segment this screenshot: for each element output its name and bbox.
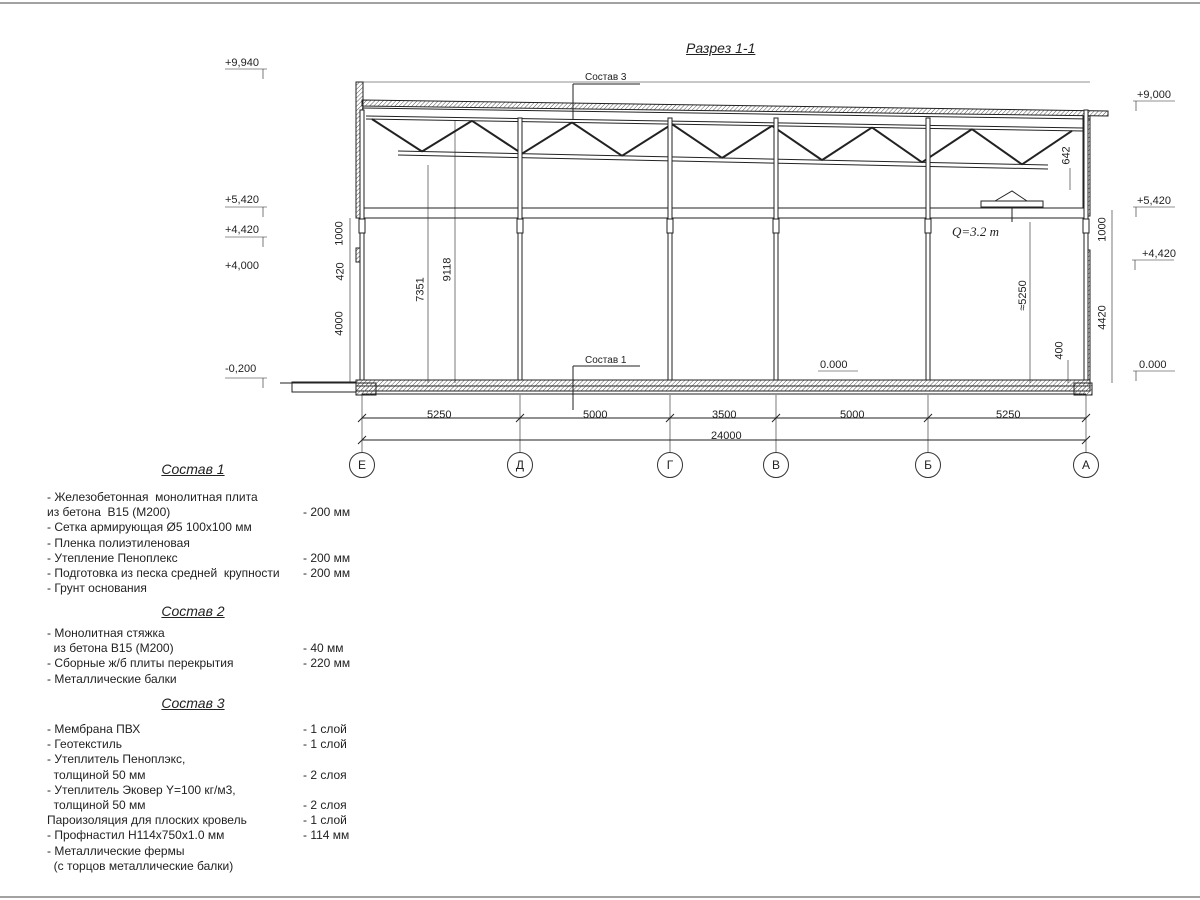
elevation-mark: 0.000 <box>1139 359 1167 371</box>
truss-diagonal <box>972 129 1022 164</box>
dim-label: 4000 <box>333 311 346 336</box>
roof-composition-callout: Состав 3 <box>585 72 627 83</box>
composition-layer: (с торцов металлические балки) <box>47 858 234 873</box>
column <box>926 118 930 380</box>
left-wall-fragment <box>356 248 360 262</box>
dim-label: 4420 <box>1096 305 1109 330</box>
composition-layer: - Утеплитель Эковер Y=100 кг/м3, <box>47 782 236 797</box>
composition-layer-thickness: - 200 мм <box>303 550 351 565</box>
composition-layer: - Подготовка из песка средней крупности <box>47 566 280 580</box>
axis-bubble: Е <box>349 452 375 478</box>
composition-layer-thickness: - 2 слоя <box>303 767 347 782</box>
dim-label: 7351 <box>414 277 427 302</box>
truss-diagonal <box>372 119 422 151</box>
truss-diagonal <box>822 127 872 160</box>
column-bracket <box>925 219 931 233</box>
axis-bubble: Г <box>657 452 683 478</box>
composition-layer: - Сетка армирующая Ø5 100х100 мм <box>47 520 252 535</box>
composition-layer: из бетона В15 (М200) <box>47 505 171 520</box>
foundation-left <box>356 383 376 395</box>
composition-layer: - Геотекстиль <box>47 737 122 752</box>
truss-diagonal <box>722 126 772 158</box>
composition-layer: Пароизоляция для плоских кровель <box>47 813 247 828</box>
floor-slab <box>356 380 1090 386</box>
span-dim: 5250 <box>996 409 1021 421</box>
composition-layer: - Металлические фермы <box>47 843 185 858</box>
span-dim: 3500 <box>712 409 737 421</box>
dim-label: 9118 <box>441 257 454 282</box>
drawing-title: Разрез 1-1 <box>686 40 756 56</box>
dim-label: 1000 <box>1096 217 1109 242</box>
composition-layer: - Мембрана ПВХ <box>47 722 141 736</box>
composition-title: Состав 3 <box>161 695 225 711</box>
dim-label: ≈5250 <box>1016 280 1029 311</box>
foundation-right <box>1074 383 1092 395</box>
building-section <box>225 69 1175 452</box>
elevation-mark: +4,420 <box>225 224 259 236</box>
elevation-mark: +5,420 <box>225 194 259 206</box>
composition-layer: - Профнастил Н114х750х1.0 мм <box>47 828 225 843</box>
column-bracket <box>517 219 523 233</box>
truss-diagonal <box>472 121 522 154</box>
dim-label: 642 <box>1060 146 1073 165</box>
column <box>668 118 672 380</box>
truss-diagonal <box>422 121 472 152</box>
elevation-mark: +4,000 <box>225 260 259 272</box>
composition-layer-thickness: - 220 мм <box>303 656 351 671</box>
axis-bubble: А <box>1073 452 1099 478</box>
composition-layer: - Сборные ж/б плиты перекрытия <box>47 656 234 671</box>
truss-diagonal <box>622 124 672 156</box>
truss-diagonal <box>522 122 572 153</box>
composition-layer: - Грунт основания <box>47 581 147 596</box>
composition-layer-thickness: - 114 мм <box>303 828 350 843</box>
composition-layer-thickness: - 200 мм <box>303 505 351 520</box>
truss-diagonal <box>572 122 622 155</box>
column <box>360 110 364 380</box>
elevation-mark: -0,200 <box>225 363 257 375</box>
column <box>1084 110 1088 380</box>
column-bracket <box>359 219 365 233</box>
axis-bubble: Б <box>915 452 941 478</box>
column-bracket <box>773 219 779 233</box>
floor-composition-callout: Состав 1 <box>585 355 627 366</box>
floor-insulation <box>356 386 1090 391</box>
column <box>774 118 778 380</box>
elevation-mark: +5,420 <box>1137 195 1171 207</box>
column-bracket <box>1083 219 1089 233</box>
span-dim: 5000 <box>840 409 865 421</box>
dim-label: 400 <box>1053 341 1066 360</box>
composition-layer-thickness: - 40 мм <box>303 641 344 656</box>
composition-layer: - Утепление Пеноплекс <box>47 550 178 565</box>
crane-beam <box>362 208 1086 218</box>
composition-layer-thickness: - 1 слой <box>303 737 347 752</box>
span-dim: 5000 <box>583 409 608 421</box>
truss-diagonal <box>772 126 822 160</box>
column-bracket <box>667 219 673 233</box>
composition-layer: - Металлические балки <box>47 671 177 686</box>
composition-layer-thickness: - 200 мм <box>303 566 351 580</box>
elevation-mark: +4,420 <box>1142 248 1176 260</box>
composition-layer: толщиной 50 мм <box>47 767 146 782</box>
composition-title: Состав 1 <box>161 461 225 477</box>
column <box>518 118 522 380</box>
elevation-mark: +9,000 <box>1137 89 1171 101</box>
dim-label: 1000 <box>333 221 346 246</box>
floor-elevation-mark: 0.000 <box>820 359 848 371</box>
crane-trolley <box>981 201 1043 207</box>
axis-bubble: Д <box>507 452 533 478</box>
composition-layer: из бетона В15 (М200) <box>47 641 174 656</box>
composition-title: Состав 2 <box>161 603 225 619</box>
elevation-mark: +9,940 <box>225 57 259 69</box>
composition-layer-thickness: - 1 слой <box>303 813 347 828</box>
composition-layer-thickness: - 2 слоя <box>303 798 347 812</box>
crane-capacity-label: Q=3.2 т <box>952 224 1000 239</box>
truss-diagonal <box>672 124 722 158</box>
total-span-dim: 24000 <box>711 430 742 442</box>
truss-diagonal <box>872 127 922 162</box>
composition-layer: - Монолитная стяжка <box>47 626 165 640</box>
axis-bubble: В <box>763 452 789 478</box>
span-dim: 5250 <box>427 409 452 421</box>
composition-layer: толщиной 50 мм <box>47 798 146 812</box>
composition-layer: - Железобетонная монолитная плита <box>47 490 258 504</box>
composition-layer: - Утеплитель Пеноплэкс, <box>47 752 186 767</box>
composition-layer: - Пленка полиэтиленовая <box>47 535 190 550</box>
composition-layer-thickness: - 1 слой <box>303 722 347 736</box>
dim-label: 420 <box>334 262 347 281</box>
crane-hoist <box>995 191 1027 201</box>
